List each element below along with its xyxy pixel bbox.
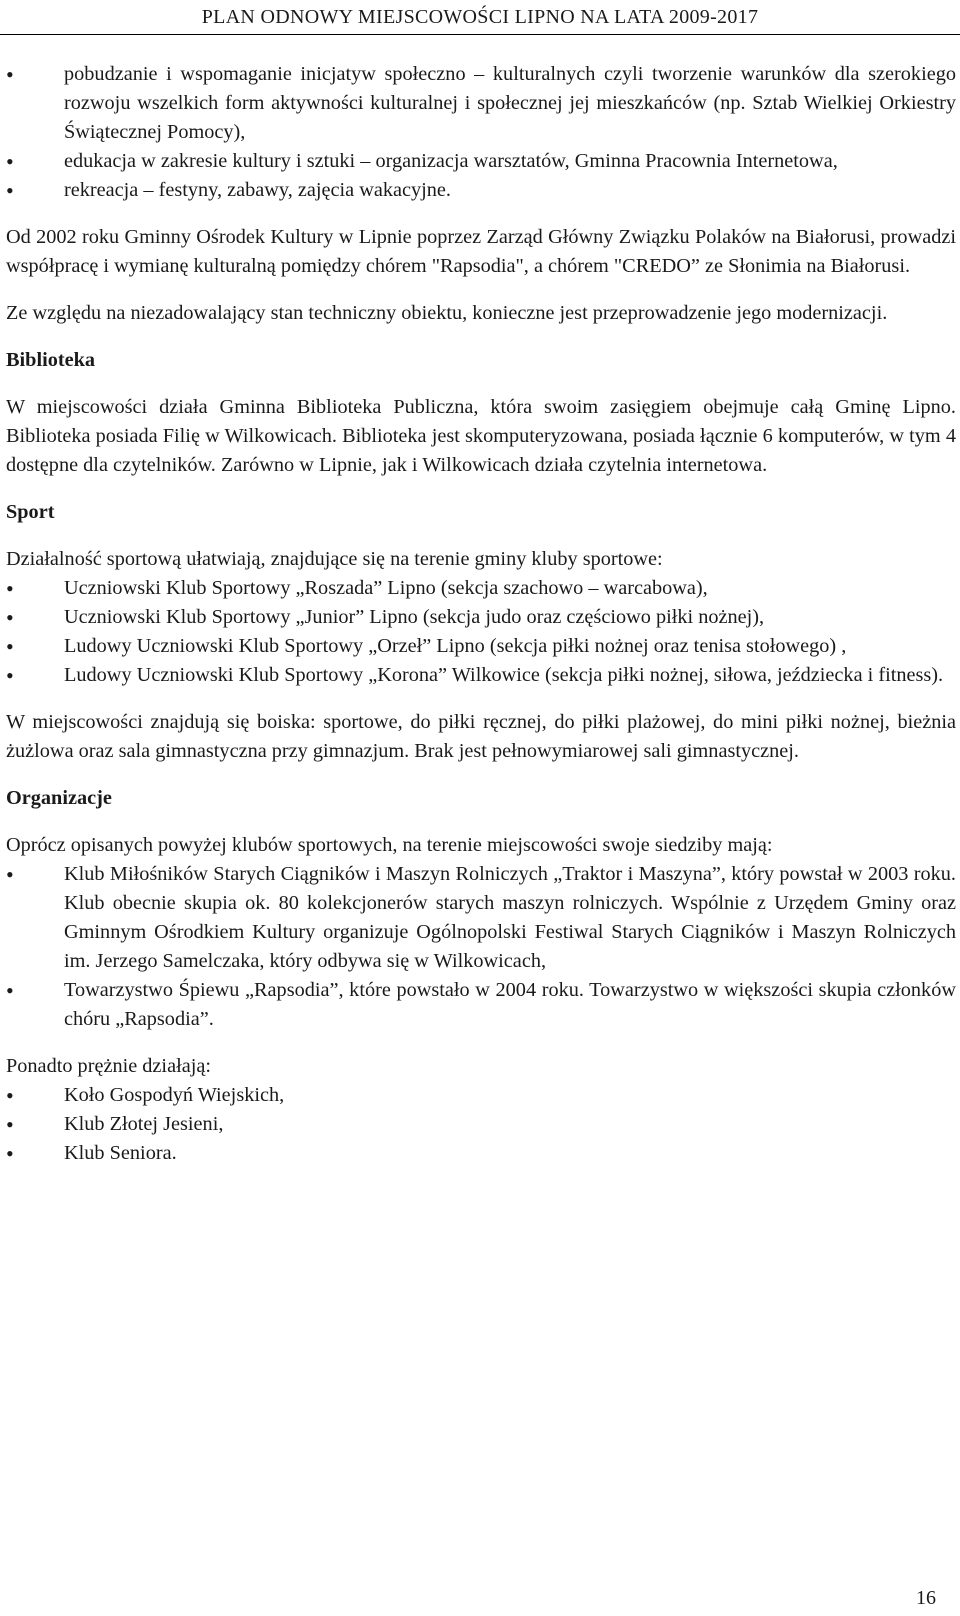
list-item: • Uczniowski Klub Sportowy „Junior” Lipno (sekcja judo oraz częściowo piłki nożnej), <box>6 603 956 632</box>
also-active-intro: Ponadto prężnie działają: <box>6 1055 211 1077</box>
list-item: • pobudzanie i wspomaganie inicjatyw społeczno – kulturalnych czyli tworzenie warunków dla szerokiego rozwoju wszelkich form aktywności kulturalnej i społecznej jej mieszkańców (np. Sztab Wielkiej Orkiestry Świątecznej Pomocy), <box>6 60 956 147</box>
document-title: PLAN ODNOWY MIEJSCOWOŚCI LIPNO NA LATA 2009-2017 <box>201 6 759 28</box>
modernization-paragraph: Ze względu na niezadowalający stan techniczny obiektu, konieczne jest przeprowadzenie jego modernizacji. <box>6 302 888 324</box>
list-item: • rekreacja – festyny, zabawy, zajęcia wakacyjne. <box>6 176 956 205</box>
library-paragraph: W miejscowości działa Gminna Biblioteka Publiczna, która swoim zasięgiem obejmuje całą Gminę Lipno. Biblioteka posiada Filię w Wilkowicach. Biblioteka jest skomputeryzowana, posiada łącznie 6 komputerów, w tym 4 dostępne dla czytelników. Zarówno w Lipnie, jak i Wilkowicach działa czytelnia internetowa. <box>6 396 956 476</box>
list-item: • Klub Złotej Jesieni, <box>6 1110 956 1139</box>
sport-facilities-paragraph: W miejscowości znajdują się boiska: sportowe, do piłki ręcznej, do piłki plażowej, do mini piłki nożnej, bieżnia żużlowa oraz sala gimnastyczna przy gimnazjum. Brak jest pełnowymiarowej sali gimnastycznej. <box>6 711 956 762</box>
list-item: • Towarzystwo Śpiewu „Rapsodia”, które powstało w 2004 roku. Towarzystwo w większości skupia członków chóru „Rapsodia”. <box>6 976 956 1034</box>
sport-clubs-list <box>6 574 956 690</box>
list-item: • Klub Seniora. <box>6 1139 956 1168</box>
list-item: • Koło Gospodyń Wiejskich, <box>6 1081 956 1110</box>
page-number: 16 <box>916 1587 936 1609</box>
sport-heading: Sport <box>6 501 55 523</box>
library-heading: Biblioteka <box>6 349 96 371</box>
list-item: • Ludowy Uczniowski Klub Sportowy „Orzeł” Lipno (sekcja piłki nożnej oraz tenisa stołowego) , <box>6 632 956 661</box>
list-item: • edukacja w zakresie kultury i sztuki – organizacja warsztatów, Gminna Pracownia Internetowa, <box>6 147 956 176</box>
also-active-list <box>6 1081 956 1168</box>
sport-intro: Działalność sportową ułatwiają, znajdujące się na terenie gminy kluby sportowe: <box>6 548 663 570</box>
intro-list <box>6 60 956 205</box>
list-item: • Ludowy Uczniowski Klub Sportowy „Korona” Wilkowice (sekcja piłki nożnej, siłowa, jeździecka i fitness). <box>6 661 956 690</box>
page-header <box>0 2 960 35</box>
organizations-list <box>6 860 956 1034</box>
organizations-intro: Oprócz opisanych powyżej klubów sportowych, na terenie miejscowości swoje siedziby mają: <box>6 834 773 856</box>
list-item: • Klub Miłośników Starych Ciągników i Maszyn Rolniczych „Traktor i Maszyna”, który powstał w 2003 roku. Klub obecnie skupia ok. 80 kolekcjonerów starych maszyn rolniczych. Wspólnie z Urzędem Gminy oraz Gminnym Ośrodkiem Kultury organizuje Ogólnopolski Festiwal Starych Ciągników i Maszyn Rolniczych im. Jerzego Samelczaka, który odbywa się w Wilkowicach, <box>6 860 956 976</box>
organizations-heading: Organizacje <box>6 787 112 809</box>
page-content <box>6 60 956 1168</box>
list-item: • Uczniowski Klub Sportowy „Roszada” Lipno (sekcja szachowo – warcabowa), <box>6 574 956 603</box>
cooperation-paragraph: Od 2002 roku Gminny Ośrodek Kultury w Lipnie poprzez Zarząd Główny Związku Polaków na Białorusi, prowadzi współpracę i wymianę kulturalną pomiędzy chórem "Rapsodia", a chórem "CREDO” ze Słonimia na Białorusi. <box>6 226 956 277</box>
